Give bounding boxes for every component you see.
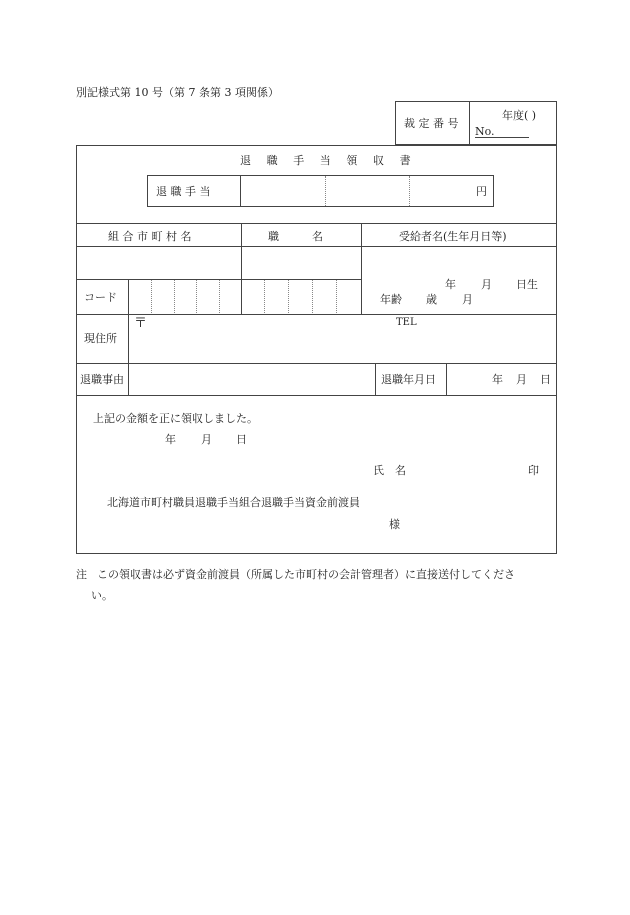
- amount-input[interactable]: [242, 177, 492, 205]
- birth-month-unit: 月: [481, 278, 492, 291]
- code-label-divider: [128, 279, 129, 314]
- postal-mark-icon: 〒: [134, 316, 148, 331]
- fiscal-year-field[interactable]: 年度( ): [502, 109, 537, 122]
- amount-label: 退 職 手 当: [156, 185, 211, 198]
- seal-mark: 印: [528, 464, 539, 477]
- recipient-header: 受給者名(生年月日等): [399, 230, 507, 243]
- note-line-1: この領収書は必ず資金前渡員（所属した市町村の会計管理者）に直接送付してくださ: [97, 568, 515, 581]
- position-input[interactable]: [243, 248, 359, 276]
- retire-day-unit: 日: [540, 373, 551, 386]
- recipient-name-input[interactable]: [363, 248, 555, 276]
- approval-number-label: 裁 定 番 号: [404, 117, 459, 130]
- retire-divider-1: [375, 363, 376, 395]
- table-top-line: [76, 223, 557, 224]
- receipt-month-unit: 月: [201, 433, 212, 446]
- approval-divider: [469, 101, 470, 145]
- birth-year-unit: 年: [445, 278, 456, 291]
- retire-divider-2: [446, 363, 447, 395]
- form-title: 退 職 手 当 領 収 書: [240, 154, 417, 167]
- note-line-2: い。: [91, 589, 113, 602]
- amount-label-divider: [240, 175, 241, 207]
- col-divider-2: [361, 223, 362, 314]
- signature-name-input[interactable]: [420, 460, 520, 480]
- retire-year-unit: 年: [492, 373, 503, 386]
- receipt-day-unit: 日: [236, 433, 247, 446]
- retire-month-unit: 月: [516, 373, 527, 386]
- code-label: コード: [84, 291, 117, 304]
- age-label: 年齢: [380, 293, 402, 306]
- municipality-code-input[interactable]: [130, 281, 240, 312]
- position-code-input[interactable]: [243, 281, 359, 312]
- birth-day-unit: 日生: [516, 278, 538, 291]
- col-divider-1: [241, 223, 242, 314]
- municipality-header: 組 合 市 町 村 名: [108, 230, 192, 243]
- table-header-bottom: [76, 246, 557, 247]
- age-years-unit: 歳: [426, 293, 437, 306]
- currency-unit: 円: [476, 185, 487, 198]
- label-col-divider: [128, 314, 129, 395]
- retirement-reason-input[interactable]: [130, 365, 373, 393]
- addressee: 北海道市町村職員退職手当組合退職手当資金前渡員: [107, 496, 360, 509]
- address-input[interactable]: [150, 330, 550, 358]
- address-row-top: [76, 314, 557, 315]
- receipt-statement: 上記の金額を正に領収しました。: [93, 412, 258, 425]
- honorific: 様: [389, 518, 400, 531]
- retirement-row-bottom: [76, 395, 557, 396]
- position-header: 職 名: [268, 230, 323, 243]
- receipt-year-unit: 年: [165, 433, 176, 446]
- retirement-row-top: [76, 363, 557, 364]
- form-number-label: 別記様式第 10 号（第 7 条第 3 項関係）: [76, 86, 279, 99]
- retirement-date-label: 退職年月日: [381, 373, 436, 386]
- tel-label: TEL: [396, 317, 417, 328]
- number-underline: [475, 137, 529, 138]
- address-label: 現住所: [84, 332, 117, 345]
- note-prefix: 注: [76, 568, 87, 581]
- age-months-unit: 月: [462, 293, 473, 306]
- retirement-reason-label: 退職事由: [80, 373, 124, 386]
- number-label: No.: [475, 125, 495, 138]
- signature-name-label: 氏 名: [373, 464, 406, 477]
- municipality-input[interactable]: [78, 248, 239, 276]
